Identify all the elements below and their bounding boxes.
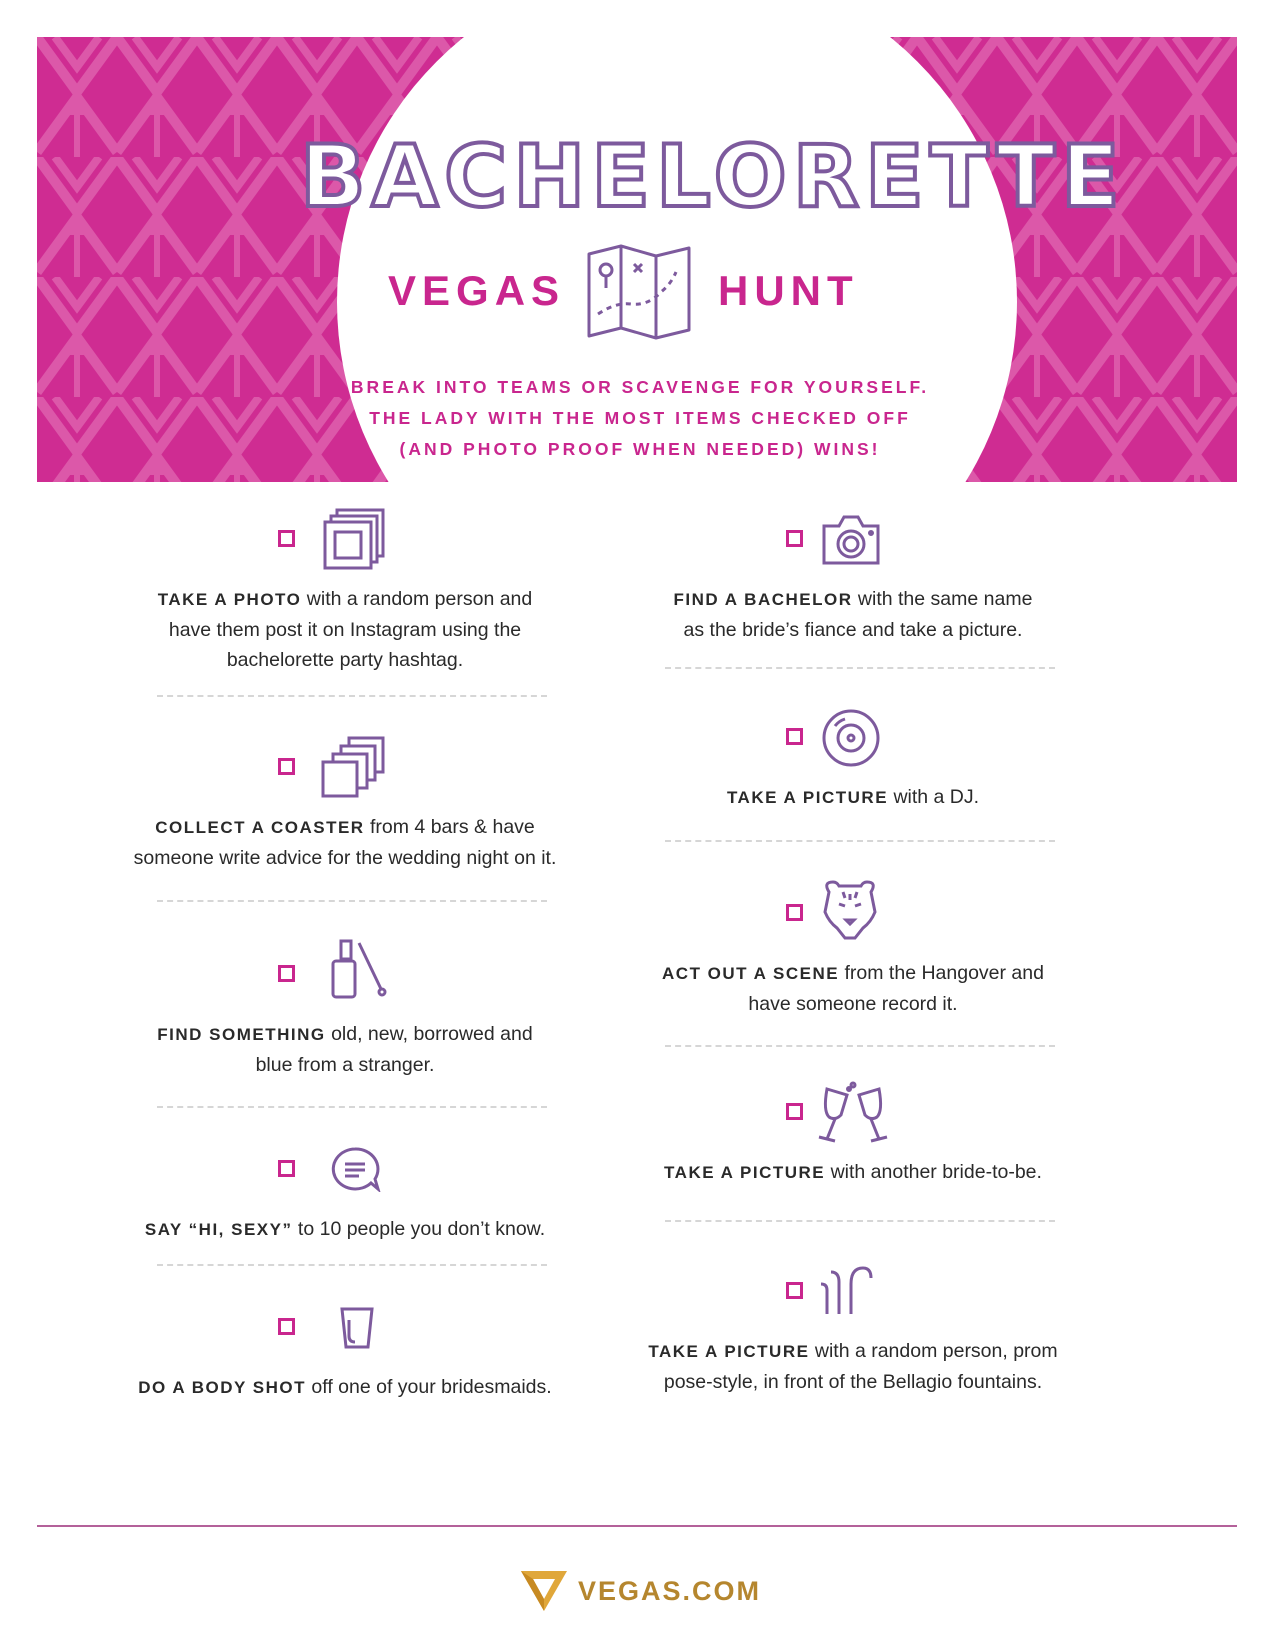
item-bold: DO A BODY SHOT <box>138 1378 306 1397</box>
item-bold: ACT OUT A SCENE <box>662 964 840 983</box>
list-item <box>85 510 605 675</box>
item-text <box>85 1019 605 1080</box>
list-item <box>593 884 1113 1019</box>
checkbox[interactable] <box>278 965 295 982</box>
subtitle-right: HUNT <box>718 267 859 314</box>
item-line: have them post it on Instagram using the <box>168 619 522 641</box>
divider <box>665 840 1055 842</box>
item-bold: FIND A BACHELOR <box>673 590 853 609</box>
map-icon <box>586 244 692 340</box>
item-text <box>85 1214 605 1245</box>
item-text <box>593 958 1113 1019</box>
item-bold: TAKE A PICTURE <box>648 1342 810 1361</box>
subtitle-left: VEGAS <box>388 267 566 314</box>
item-line: as the bride’s fiance and take a picture. <box>683 619 1023 641</box>
camera-icon <box>821 514 881 566</box>
checkbox[interactable] <box>278 1318 295 1335</box>
checkbox[interactable] <box>278 758 295 775</box>
item-line: with the same name <box>857 588 1033 610</box>
item-line: with a DJ. <box>893 786 980 808</box>
item-line: blue from a stranger. <box>255 1054 435 1076</box>
checkbox[interactable] <box>786 728 803 745</box>
item-line: with a random person and <box>306 588 533 610</box>
divider <box>665 667 1055 669</box>
checkbox[interactable] <box>278 530 295 547</box>
item-line: someone write advice for the wedding night on it. <box>133 847 557 869</box>
list-item <box>593 1083 1113 1188</box>
item-line: pose-style, in front of the Bellagio fountains. <box>663 1371 1043 1393</box>
divider <box>665 1220 1055 1222</box>
item-bold: TAKE A PICTURE <box>664 1163 826 1182</box>
shot-glass-icon <box>339 1306 375 1350</box>
vinyl-record-icon <box>821 708 881 768</box>
checkbox[interactable] <box>786 1103 803 1120</box>
item-text <box>85 584 605 675</box>
vegas-logo-icon <box>519 1567 569 1613</box>
checkbox[interactable] <box>786 904 803 921</box>
list-item <box>85 945 605 1080</box>
nail-polish-icon <box>329 939 389 1001</box>
fountain-icon <box>819 1262 875 1318</box>
divider <box>157 1264 547 1266</box>
speech-bubble-icon <box>329 1146 381 1192</box>
item-line: bachelorette party hashtag. <box>226 649 464 671</box>
intro-line: BREAK INTO TEAMS OR SCAVENGE FOR YOURSELF. <box>350 377 930 397</box>
checkbox[interactable] <box>278 1160 295 1177</box>
checkbox[interactable] <box>786 530 803 547</box>
list-item <box>593 708 1113 813</box>
divider <box>157 695 547 697</box>
item-bold: TAKE A PICTURE <box>726 788 889 807</box>
intro-line: (AND PHOTO PROOF WHEN NEEDED) WINS! <box>399 439 881 459</box>
item-line: off one of your bridesmaids. <box>311 1376 552 1398</box>
list-item <box>85 738 605 873</box>
list-item <box>593 1262 1113 1397</box>
divider <box>665 1045 1055 1047</box>
page-title: BACHELORETTE <box>300 127 1126 227</box>
intro-line: THE LADY WITH THE MOST ITEMS CHECKED OFF <box>369 408 911 428</box>
item-line: have someone record it. <box>748 993 958 1015</box>
coasters-icon <box>321 736 387 800</box>
divider <box>157 900 547 902</box>
item-text <box>593 1157 1113 1188</box>
item-bold: TAKE A PHOTO <box>157 590 302 609</box>
item-line: with a random person, prom <box>814 1340 1058 1362</box>
footer-logo-text: VEGAS.COM <box>578 1576 762 1606</box>
champagne-glasses-icon <box>813 1081 893 1143</box>
item-line: with another bride-to-be. <box>830 1161 1042 1183</box>
item-line: from the Hangover and <box>844 962 1044 984</box>
item-text <box>85 1372 605 1403</box>
intro-text <box>340 372 940 465</box>
footer-divider <box>37 1525 1237 1527</box>
list-item <box>85 1140 605 1245</box>
photos-icon <box>323 508 387 572</box>
tiger-icon <box>819 878 881 942</box>
checkbox[interactable] <box>786 1282 803 1299</box>
item-line: old, new, borrowed and <box>331 1023 533 1045</box>
item-text <box>593 782 1113 813</box>
list-item <box>85 1298 605 1403</box>
item-line: from 4 bars & have <box>370 816 535 838</box>
divider <box>157 1106 547 1108</box>
list-item <box>593 510 1113 645</box>
item-text <box>85 812 605 873</box>
item-text <box>593 1336 1113 1397</box>
item-bold: COLLECT A COASTER <box>155 818 365 837</box>
item-text <box>593 584 1113 645</box>
item-bold: FIND SOMETHING <box>157 1025 326 1044</box>
item-bold: SAY “HI, SEXY” <box>144 1220 293 1239</box>
item-line: to 10 people you don’t know. <box>297 1218 546 1240</box>
